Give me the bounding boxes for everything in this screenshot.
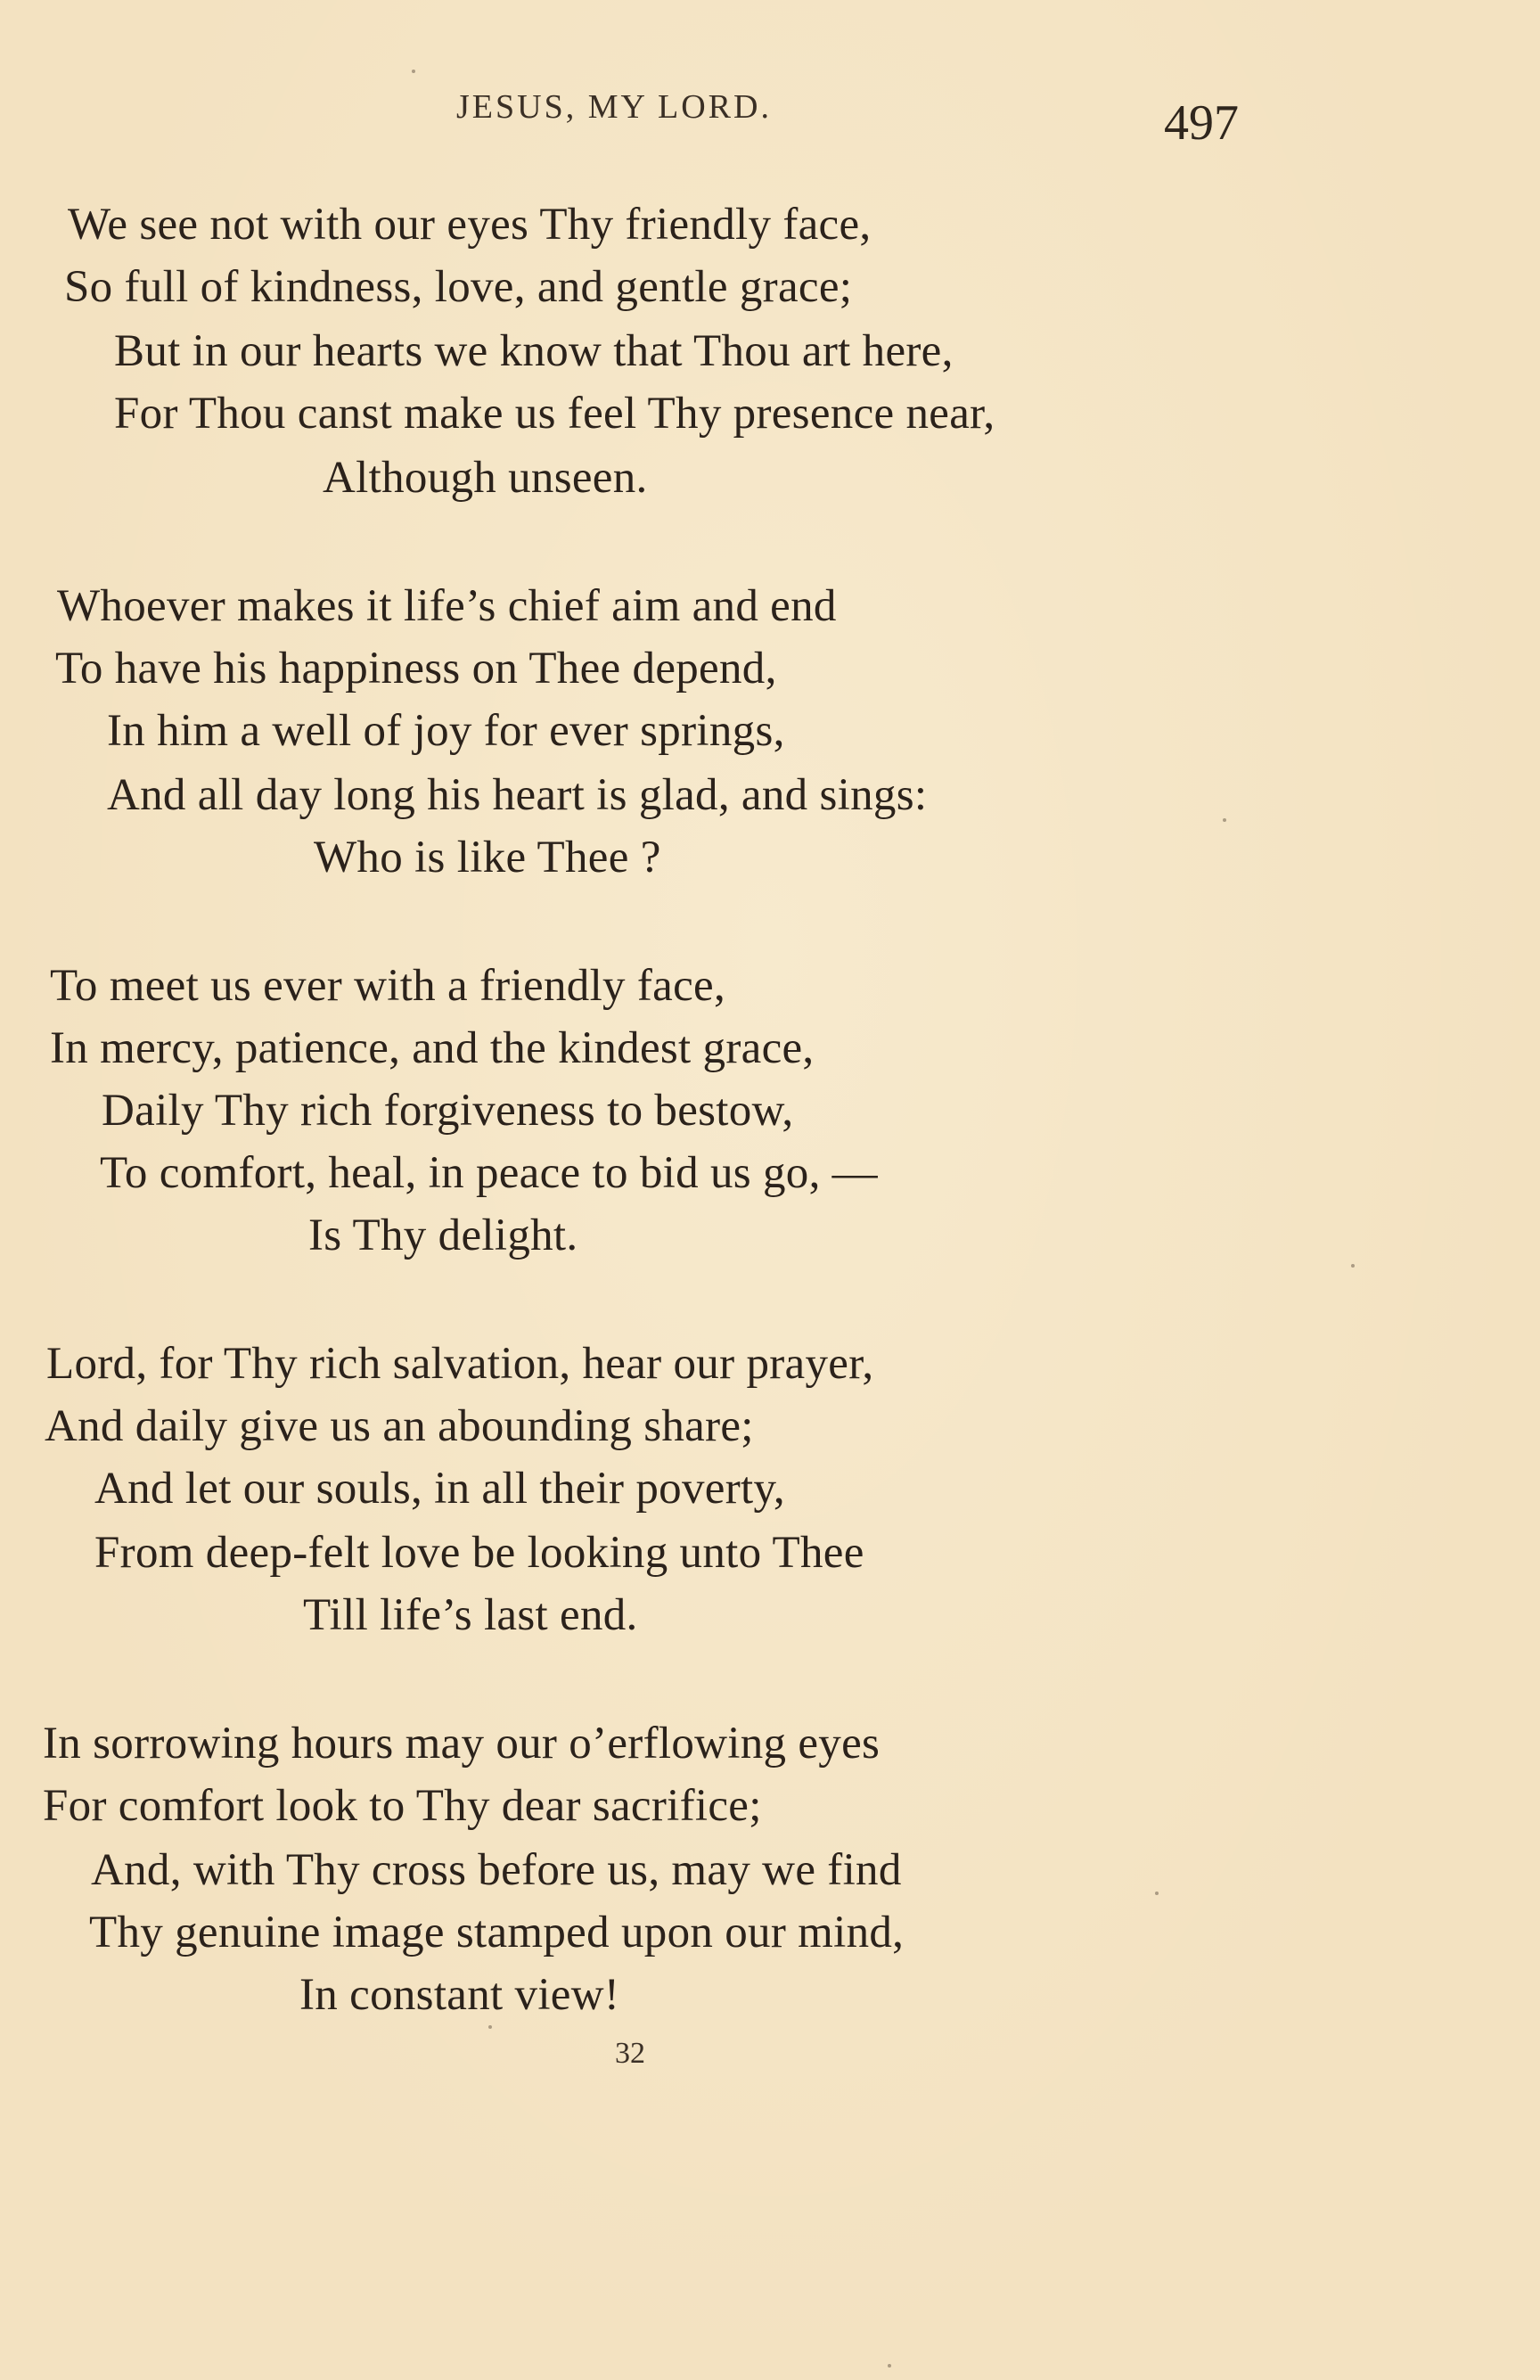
poem-line: To comfort, heal, in peace to bid us go, — [100, 1148, 878, 1198]
poem-line: In him a well of joy for ever springs, [107, 706, 785, 756]
poem-line: And daily give us an abounding share; [45, 1401, 754, 1451]
poem-line: For Thou canst make us feel Thy presence near, [114, 389, 995, 439]
poem-line: Lord, for Thy rich salvation, hear our prayer, [46, 1339, 874, 1389]
poem-refrain: Till life’s last end. [303, 1590, 638, 1640]
poem-line: Thy genuine image stamped upon our mind, [89, 1908, 905, 1957]
poem-line: From deep-felt love be looking unto Thee [94, 1528, 864, 1578]
poem-line: And all day long his heart is glad, and sings: [107, 770, 928, 820]
poem-line: In sorrowing hours may our o’erflowing eyes [43, 1719, 881, 1769]
scan-speck [1155, 1892, 1159, 1895]
poem-refrain: Although unseen. [323, 453, 648, 503]
scan-speck [1351, 1264, 1355, 1268]
poem-line: Daily Thy rich forgiveness to bestow, [102, 1086, 794, 1136]
poem-line: And, with Thy cross before us, may we find [91, 1845, 902, 1895]
poem-line: For comfort look to Thy dear sacrifice; [43, 1781, 762, 1831]
poem-refrain: In constant view! [299, 1970, 620, 2020]
signature-mark: 32 [615, 2037, 645, 2070]
poem-line: To meet us ever with a friendly face, [50, 961, 726, 1011]
scan-speck [888, 2364, 891, 2368]
scan-speck [488, 2025, 492, 2029]
running-title: JESUS, MY LORD. [456, 88, 772, 126]
poem-line: Whoever makes it life’s chief aim and end [57, 581, 837, 631]
poem-refrain: Who is like Thee ? [314, 833, 661, 882]
poem-line: So full of kindness, love, and gentle grace; [64, 262, 853, 312]
poem-line: In mercy, patience, and the kindest grace, [50, 1023, 815, 1073]
scan-speck [412, 70, 415, 73]
poem-line: We see not with our eyes Thy friendly face, [68, 200, 872, 250]
poem-line: To have his happiness on Thee depend, [55, 644, 777, 693]
scan-speck [1223, 818, 1226, 822]
poem-line: And let our souls, in all their poverty, [94, 1464, 785, 1514]
poem-line: But in our hearts we know that Thou art here, [114, 326, 954, 376]
poem-refrain: Is Thy delight. [308, 1211, 578, 1260]
page-number: 497 [1164, 95, 1239, 151]
